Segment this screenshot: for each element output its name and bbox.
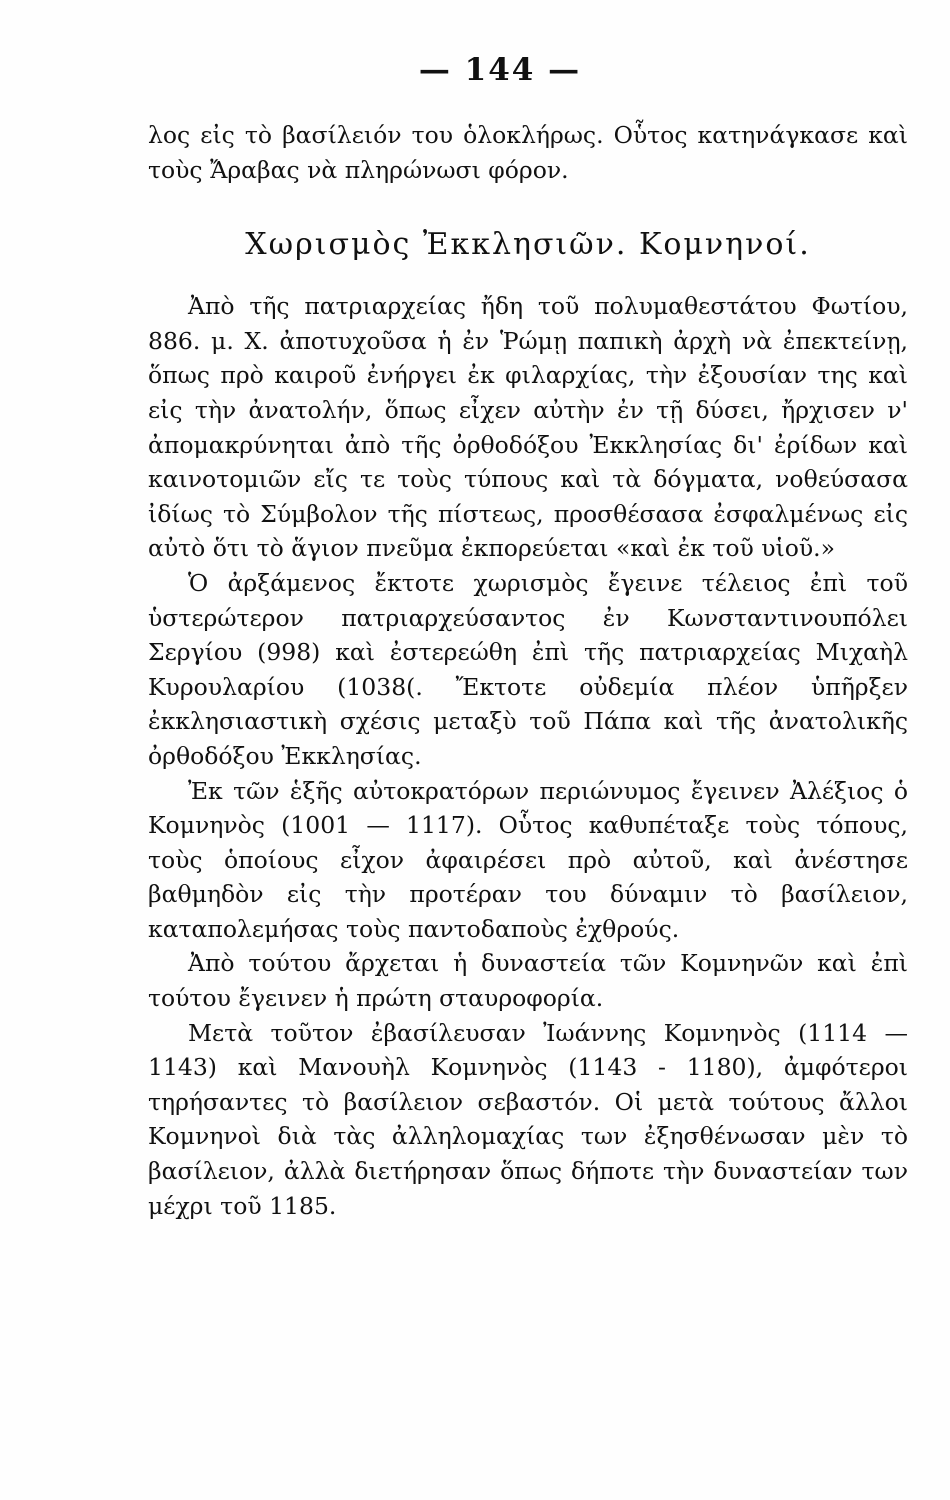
paragraph-alexios: Ἐκ τῶν ἑξῆς αὐτοκρατόρων περιώνυμος ἔγεινεν Ἀλέξιος ὁ Κομνηνὸς (1001 — 1117). Οὗτος καθυπέταξε τοὺς τόπους, τοὺς ὁποίους εἶχον ἀφαιρέσει πρὸ αὐτοῦ, καὶ ἀνέστησε βαθμηδὸν εἰς τὴν προτέραν του δύναμιν τὸ βασίλειον, καταπολεμήσας τοὺς παντοδαποὺς ἐχθρούς. [148,776,908,943]
section-heading: Χωρισμὸς Ἐκκλησιῶν. Κομνηνοί. [245,227,811,263]
paragraph-komnenos-dynasty: Ἀπὸ τούτου ἄρχεται ἡ δυναστεία τῶν Κομνηνῶν καὶ ἐπὶ τούτου ἔγεινεν ἡ πρώτη σταυροφορία. [148,949,908,1013]
paragraph-schism-complete: Ὁ ἀρξάμενος ἔκτοτε χωρισμὸς ἔγεινε τέλειος ἐπὶ τοῦ ὑστερώτερον πατριαρχεύσαντος ἐν Κωνσταντινουπόλει Σεργίου (998) καὶ ἐστερεώθη ἐπὶ τῆς πατριαρχείας Μιχαὴλ Κυρουλαρίου (1038(. Ἔκτοτε οὐδεμία πλέον ὑπῆρξεν ἐκκλησιαστικὴ σχέσις μεταξὺ τοῦ Πάπα καὶ τῆς ἀνατολικῆς ὀρθοδόξου Ἐκκλησίας. [148,568,908,770]
opening-paragraph: λος εἰς τὸ βασίλειόν του ὁλοκλήρως. Οὗτος κατηνάγκασε καὶ τοὺς Ἄραβας νὰ πληρώνωσι φόρον. [148,121,908,184]
paragraph-successors: Μετὰ τοῦτον ἐβασίλευσαν Ἰωάννης Κομνηνὸς (1114 — 1143) καὶ Μανουὴλ Κομνηνὸς (1143 - 1180), ἀμφότεροι τηρήσαντες τὸ βασίλειον σεβαστόν. Οἱ μετὰ τούτους ἄλλοι Κομνηνοὶ διὰ τὰς ἀλληλομαχίας των ἐξησθένωσαν μὲν τὸ βασίλειον, ἀλλὰ διετήρησαν ὅπως δήποτε τὴν δυναστείαν των μέχρι τοῦ 1185. [148,1018,908,1220]
paragraph-schism-origin: Ἀπὸ τῆς πατριαρχείας ἤδη τοῦ πολυμαθεστάτου Φωτίου, 886. μ. Χ. ἀποτυχοῦσα ἡ ἐν Ῥώμῃ παπικὴ ἀρχὴ νὰ ἐπεκτείνῃ, ὅπως πρὸ καιροῦ ἐνήργει ἐκ φιλαρχίας, τὴν ἐξουσίαν της καὶ εἰς τὴν ἀνατολήν, ὅπως εἶχεν αὐτὴν ἐν τῇ δύσει, ἤρχισεν ν' ἀπομακρύνηται ἀπὸ τῆς ὀρθοδόξου Ἐκκλησίας δι' ἐρίδων καὶ καινοτομιῶν εἴς τε τοὺς τύπους καὶ τὰ δόγματα, νοθεύσασα ἰδίως τὸ Σύμβολον τῆς πίστεως, προσθέσασα ἐσφαλμένως εἰς αὐτὸ ὅτι τὸ ἅγιον πνεῦμα ἐκπορεύεται «καὶ ἐκ τοῦ υἱοῦ.» [148,292,908,563]
body-text [148,118,908,1223]
page-number: — 144 — [418,52,582,88]
